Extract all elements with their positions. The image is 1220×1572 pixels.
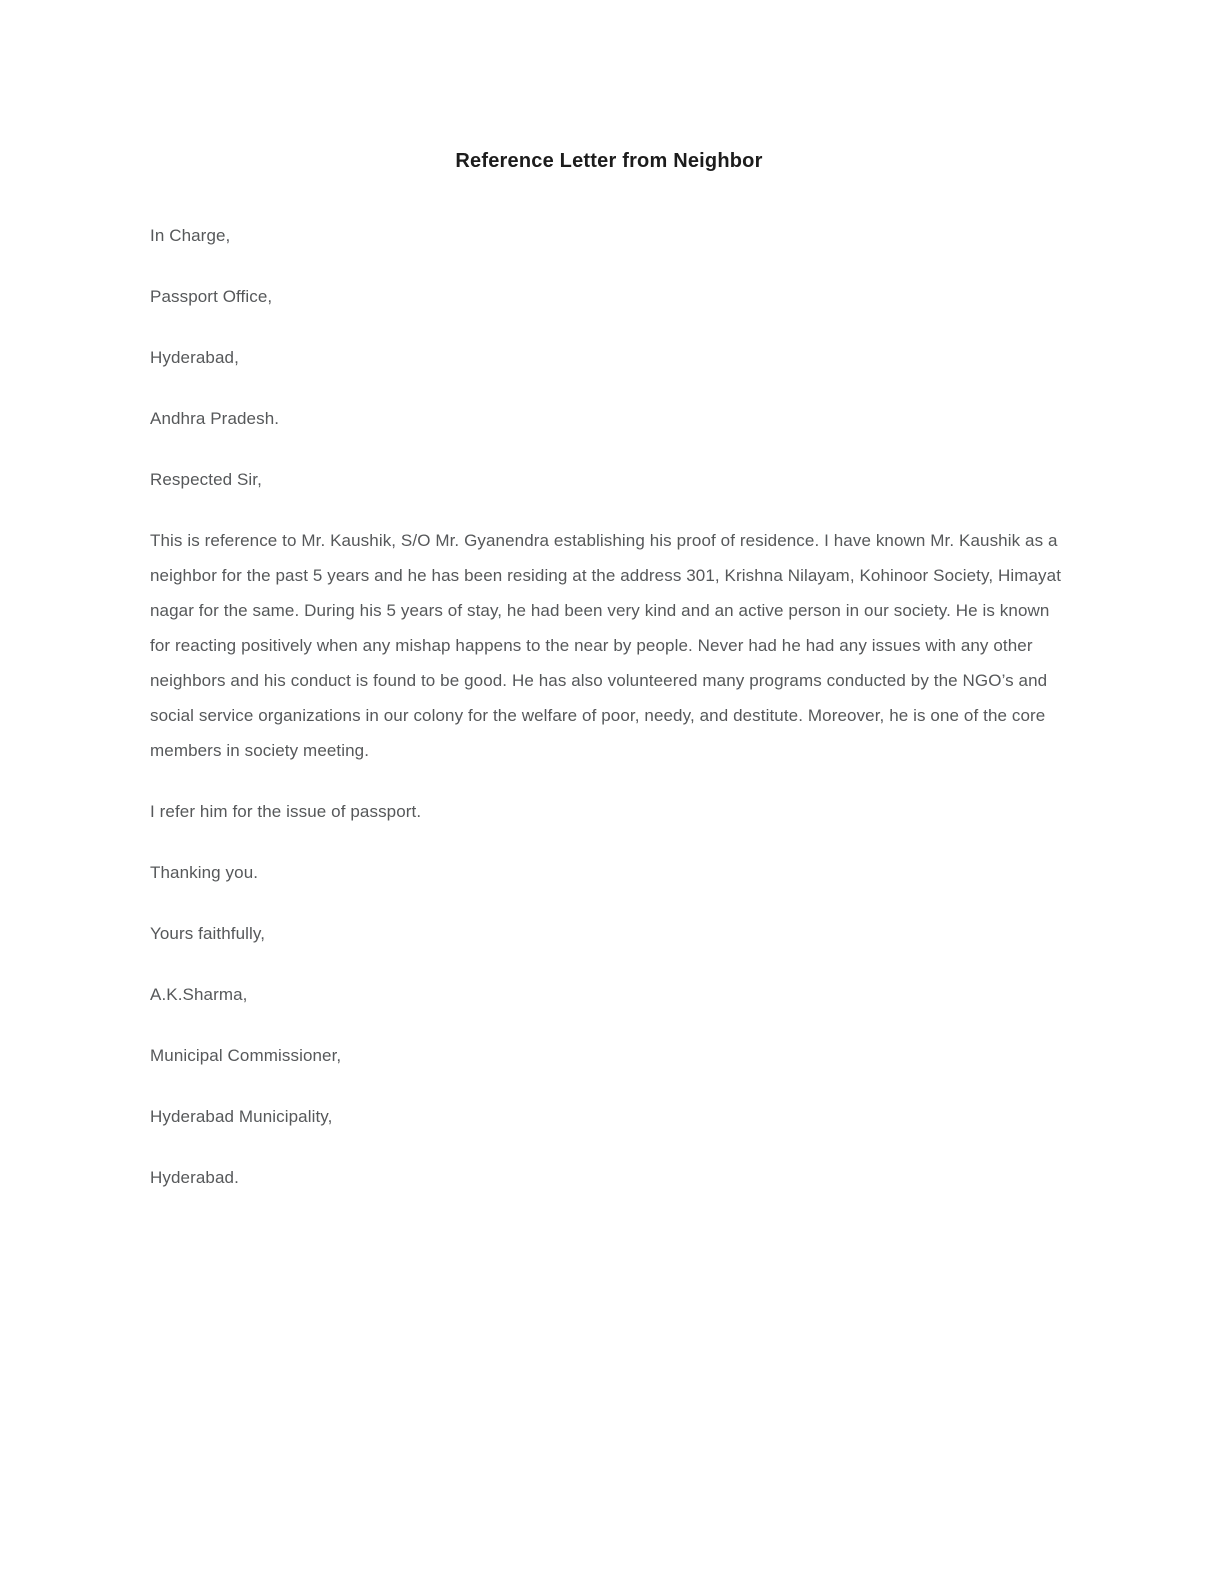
body-paragraph: This is reference to Mr. Kaushik, S/O Mr. Gyanendra establishing his proof of residence. I have known Mr. Kaushik as a neighbor for the past 5 years and he has been residing at the address 301, Krishna Nilayam, Kohinoor Society, Himayat nagar for the same. During his 5 years of stay, he had been very kind and an active person in our society. He is known for reacting positively when any mishap happens to the near by people. Never had he had any issues with any other neighbors and his conduct is found to be good. He has also volunteered many programs conducted by the NGO’s and social service organizations in our colony for the welfare of poor, needy, and destitute. Moreover, he is one of the core members in society meeting. (150, 531, 1062, 760)
recipient-line-city: Hyderabad, (150, 348, 239, 367)
salutation: Respected Sir, (150, 470, 262, 489)
signature-organization: Hyderabad Municipality, (150, 1107, 333, 1126)
recipient-line-in-charge: In Charge, (150, 226, 231, 245)
referral-line: I refer him for the issue of passport. (150, 802, 422, 821)
recipient-line-passport-office: Passport Office, (150, 287, 273, 306)
valediction: Yours faithfully, (150, 924, 266, 943)
signature-city: Hyderabad. (150, 1168, 239, 1187)
letter-title: Reference Letter from Neighbor (455, 150, 763, 172)
signature-designation: Municipal Commissioner, (150, 1046, 342, 1065)
thanks-line: Thanking you. (150, 863, 259, 882)
recipient-line-state: Andhra Pradesh. (150, 409, 280, 428)
signature-name: A.K.Sharma, (150, 985, 248, 1004)
